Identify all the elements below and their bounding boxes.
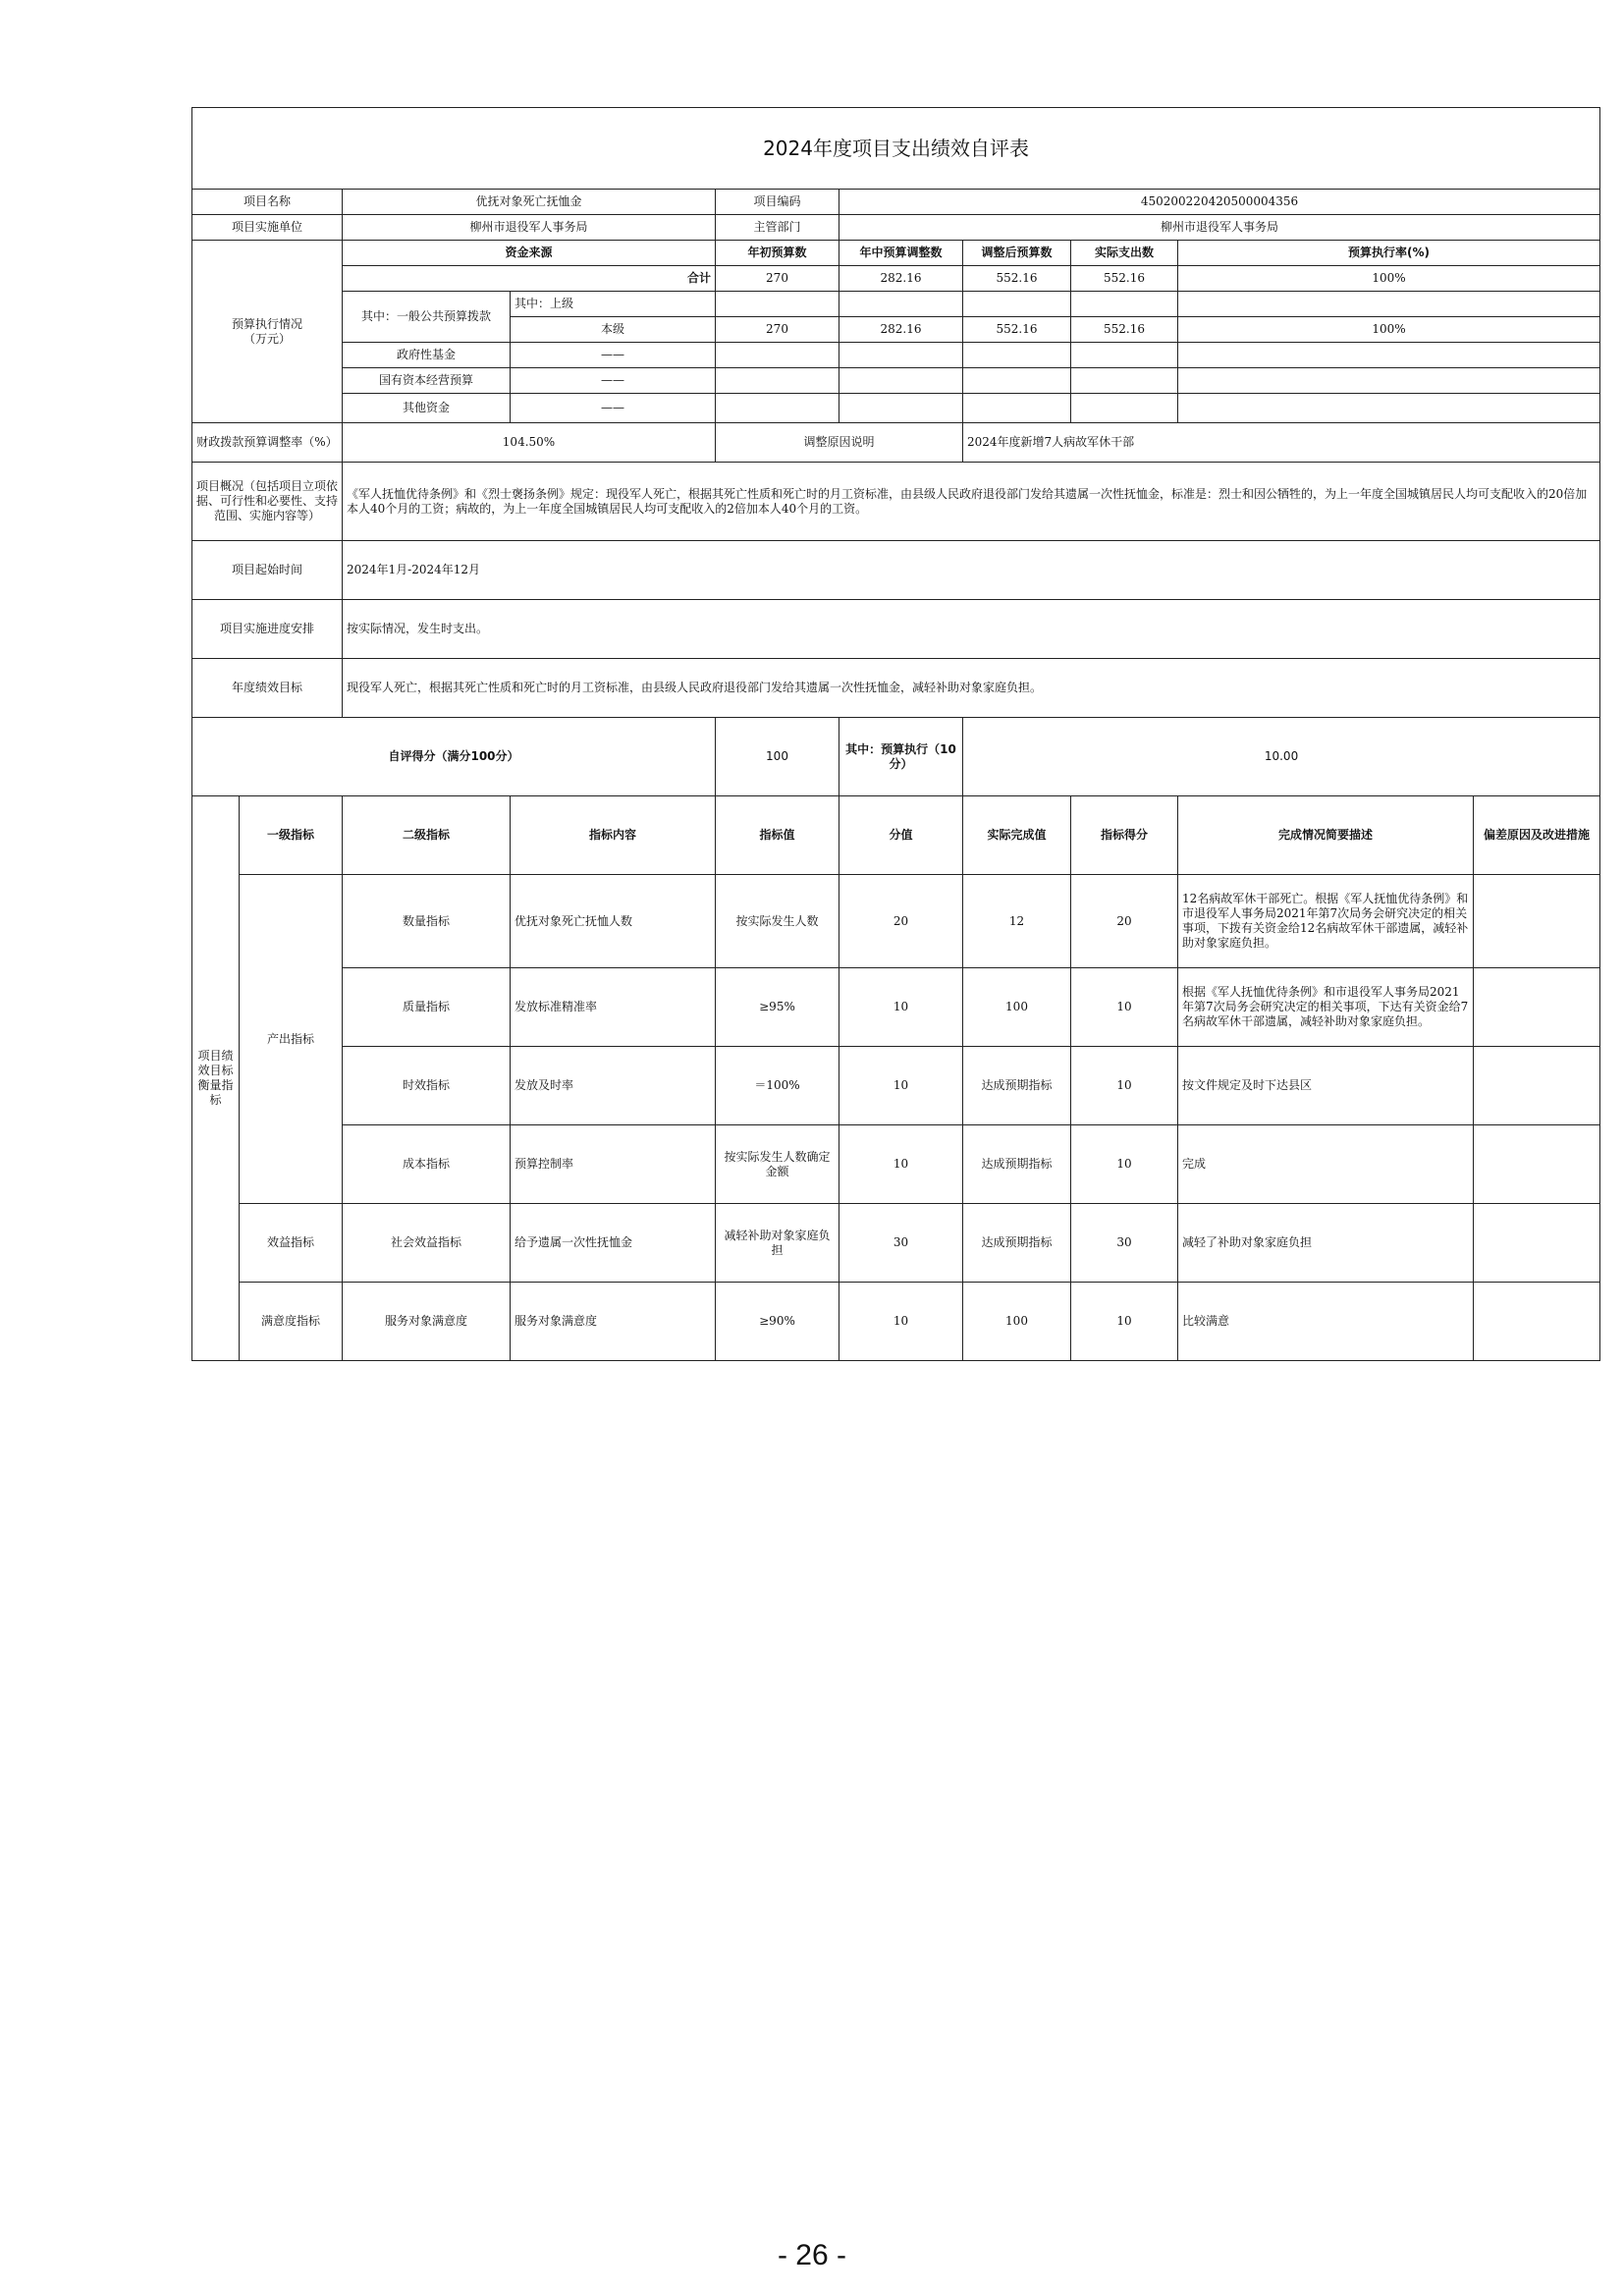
score-budget-label: 其中：预算执行（10分） xyxy=(839,718,963,796)
indicator-actual: 100 xyxy=(963,1283,1071,1361)
indicator-content: 发放标准精准率 xyxy=(511,968,716,1047)
adjust-reason-label: 调整原因说明 xyxy=(716,423,963,463)
budget-gov-fund-dash: —— xyxy=(511,343,716,368)
project-code-label: 项目编码 xyxy=(716,190,839,215)
budget-general-label: 其中：一般公共预算拨款 xyxy=(343,292,511,343)
adjust-rate: 104.50% xyxy=(343,423,716,463)
budget-local-rate: 100% xyxy=(1178,317,1600,343)
budget-header-actual: 实际支出数 xyxy=(1071,241,1178,266)
project-name: 优抚对象死亡抚恤金 xyxy=(343,190,716,215)
indicator-score: 10 xyxy=(1071,968,1178,1047)
indicator-header-weight: 分值 xyxy=(839,796,963,875)
indicator-target: 按实际发生人数 xyxy=(716,875,839,968)
indicator-score: 30 xyxy=(1071,1204,1178,1283)
indicator-level2: 服务对象满意度 xyxy=(343,1283,511,1361)
indicator-desc: 减轻了补助对象家庭负担 xyxy=(1178,1204,1474,1283)
indicator-level2: 质量指标 xyxy=(343,968,511,1047)
indicator-actual: 达成预期指标 xyxy=(963,1047,1071,1125)
indicator-target: 按实际发生人数确定金额 xyxy=(716,1125,839,1204)
score-label: 自评得分（满分100分） xyxy=(192,718,716,796)
indicator-weight: 10 xyxy=(839,968,963,1047)
indicator-desc: 按文件规定及时下达县区 xyxy=(1178,1047,1474,1125)
indicator-content: 发放及时率 xyxy=(511,1047,716,1125)
indicator-header-score: 指标得分 xyxy=(1071,796,1178,875)
budget-header-adjusted: 调整后预算数 xyxy=(963,241,1071,266)
indicator-note xyxy=(1474,1125,1600,1204)
indicator-level2: 数量指标 xyxy=(343,875,511,968)
indicator-header-target: 指标值 xyxy=(716,796,839,875)
indicator-target: ≥95% xyxy=(716,968,839,1047)
indicator-weight: 10 xyxy=(839,1047,963,1125)
indicator-note xyxy=(1474,1204,1600,1283)
indicator-level2: 时效指标 xyxy=(343,1047,511,1125)
page-number: - 26 - xyxy=(777,2239,847,2271)
budget-soe-label: 国有资本经营预算 xyxy=(343,368,511,394)
indicator-level2: 成本指标 xyxy=(343,1125,511,1204)
project-name-label: 项目名称 xyxy=(192,190,343,215)
budget-section-label: 预算执行情况 （万元） xyxy=(192,241,343,423)
period-text: 2024年1月-2024年12月 xyxy=(343,541,1600,600)
indicator-target: 减轻补助对象家庭负担 xyxy=(716,1204,839,1283)
budget-local-actual: 552.16 xyxy=(1071,317,1178,343)
budget-other-dash: —— xyxy=(511,394,716,423)
indicator-satisfaction-label: 满意度指标 xyxy=(240,1283,343,1361)
period-label: 项目起始时间 xyxy=(192,541,343,600)
indicator-desc: 12名病故军休干部死亡。根据《军人抚恤优待条例》和市退役军人事务局2021年第7次局务会研究决定的相关事项，下拨有关资金给12名病故军休干部遗属，减轻补助对象家庭负担。 xyxy=(1178,875,1474,968)
overview-label: 项目概况（包括项目立项依据、可行性和必要性、支持范围、实施内容等） xyxy=(192,463,343,541)
budget-header-rate: 预算执行率(%) xyxy=(1178,241,1600,266)
budget-soe-dash: —— xyxy=(511,368,716,394)
budget-total-rate: 100% xyxy=(1178,266,1600,292)
goal-label: 年度绩效目标 xyxy=(192,659,343,718)
schedule-label: 项目实施进度安排 xyxy=(192,600,343,659)
indicator-header-content: 指标内容 xyxy=(511,796,716,875)
table-row xyxy=(192,875,1600,968)
budget-total-adjusted: 552.16 xyxy=(963,266,1071,292)
adjust-reason: 2024年度新增7人病故军休干部 xyxy=(963,423,1600,463)
indicator-note xyxy=(1474,968,1600,1047)
dept: 柳州市退役军人事务局 xyxy=(839,215,1600,241)
indicator-target: ＝100% xyxy=(716,1047,839,1125)
schedule-text: 按实际情况，发生时支出。 xyxy=(343,600,1600,659)
indicator-content: 服务对象满意度 xyxy=(511,1283,716,1361)
goal-text: 现役军人死亡，根据其死亡性质和死亡时的月工资标准，由县级人民政府退役部门发给其遗属一次性抚恤金，减轻补助对象家庭负担。 xyxy=(343,659,1600,718)
indicator-weight: 30 xyxy=(839,1204,963,1283)
indicator-score: 10 xyxy=(1071,1283,1178,1361)
dept-label: 主管部门 xyxy=(716,215,839,241)
indicator-content: 预算控制率 xyxy=(511,1125,716,1204)
table-row xyxy=(192,1125,1600,1204)
project-code: 450200220420500004356 xyxy=(839,190,1600,215)
indicator-weight: 10 xyxy=(839,1283,963,1361)
indicator-header-note: 偏差原因及改进措施 xyxy=(1474,796,1600,875)
budget-header-initial: 年初预算数 xyxy=(716,241,839,266)
project-unit: 柳州市退役军人事务局 xyxy=(343,215,716,241)
indicator-desc: 完成 xyxy=(1178,1125,1474,1204)
indicator-note xyxy=(1474,1283,1600,1361)
performance-self-evaluation-table xyxy=(191,107,1600,1361)
indicator-note xyxy=(1474,875,1600,968)
indicator-note xyxy=(1474,1047,1600,1125)
indicator-weight: 10 xyxy=(839,1125,963,1204)
indicator-desc: 比较满意 xyxy=(1178,1283,1474,1361)
indicator-target: ≥90% xyxy=(716,1283,839,1361)
indicator-output-label: 产出指标 xyxy=(240,875,343,1204)
table-row xyxy=(192,968,1600,1047)
budget-local-adjusted: 552.16 xyxy=(963,317,1071,343)
score-value: 100 xyxy=(716,718,839,796)
table-row xyxy=(192,1047,1600,1125)
indicator-header-desc: 完成情况简要描述 xyxy=(1178,796,1474,875)
indicator-level2: 社会效益指标 xyxy=(343,1204,511,1283)
budget-other-label: 其他资金 xyxy=(343,394,511,423)
project-unit-label: 项目实施单位 xyxy=(192,215,343,241)
budget-total-label: 合计 xyxy=(343,266,716,292)
indicator-actual: 100 xyxy=(963,968,1071,1047)
indicator-header-actual: 实际完成值 xyxy=(963,796,1071,875)
indicator-section-label: 项目绩效目标衡量指标 xyxy=(192,796,240,1361)
budget-gov-fund-label: 政府性基金 xyxy=(343,343,511,368)
table-row xyxy=(192,1283,1600,1361)
score-budget-value: 10.00 xyxy=(963,718,1600,796)
budget-header-source: 资金来源 xyxy=(343,241,716,266)
budget-local-midyear: 282.16 xyxy=(839,317,963,343)
indicator-benefit-label: 效益指标 xyxy=(240,1204,343,1283)
budget-total-midyear: 282.16 xyxy=(839,266,963,292)
adjust-rate-label: 财政拨款预算调整率（%） xyxy=(192,423,343,463)
indicator-score: 10 xyxy=(1071,1047,1178,1125)
indicator-actual: 达成预期指标 xyxy=(963,1125,1071,1204)
budget-upper-label: 其中：上级 xyxy=(511,292,716,317)
indicator-header-level2: 二级指标 xyxy=(343,796,511,875)
indicator-actual: 达成预期指标 xyxy=(963,1204,1071,1283)
indicator-header-level1: 一级指标 xyxy=(240,796,343,875)
page-title: 2024年度项目支出绩效自评表 xyxy=(192,108,1600,190)
indicator-actual: 12 xyxy=(963,875,1071,968)
indicator-score: 10 xyxy=(1071,1125,1178,1204)
budget-total-initial: 270 xyxy=(716,266,839,292)
budget-local-initial: 270 xyxy=(716,317,839,343)
indicator-weight: 20 xyxy=(839,875,963,968)
budget-total-actual: 552.16 xyxy=(1071,266,1178,292)
overview-text: 《军人抚恤优待条例》和《烈士褒扬条例》规定：现役军人死亡，根据其死亡性质和死亡时的月工资标准，由县级人民政府退役部门发给其遗属一次性抚恤金，标准是：烈士和因公牺牲的，为上一年度全国城镇居民人均可支配收入的20倍加本人40个月的工资；病故的，为上一年度全国城镇居民人均可支配收入的2倍加本人40个月的工资。 xyxy=(343,463,1600,541)
budget-header-midyear: 年中预算调整数 xyxy=(839,241,963,266)
indicator-desc: 根据《军人抚恤优待条例》和市退役军人事务局2021年第7次局务会研究决定的相关事项，下达有关资金给7名病故军休干部遗属，减轻补助对象家庭负担。 xyxy=(1178,968,1474,1047)
indicator-content: 优抚对象死亡抚恤人数 xyxy=(511,875,716,968)
indicator-content: 给予遗属一次性抚恤金 xyxy=(511,1204,716,1283)
budget-local-label: 本级 xyxy=(511,317,716,343)
indicator-score: 20 xyxy=(1071,875,1178,968)
table-row xyxy=(192,1204,1600,1283)
